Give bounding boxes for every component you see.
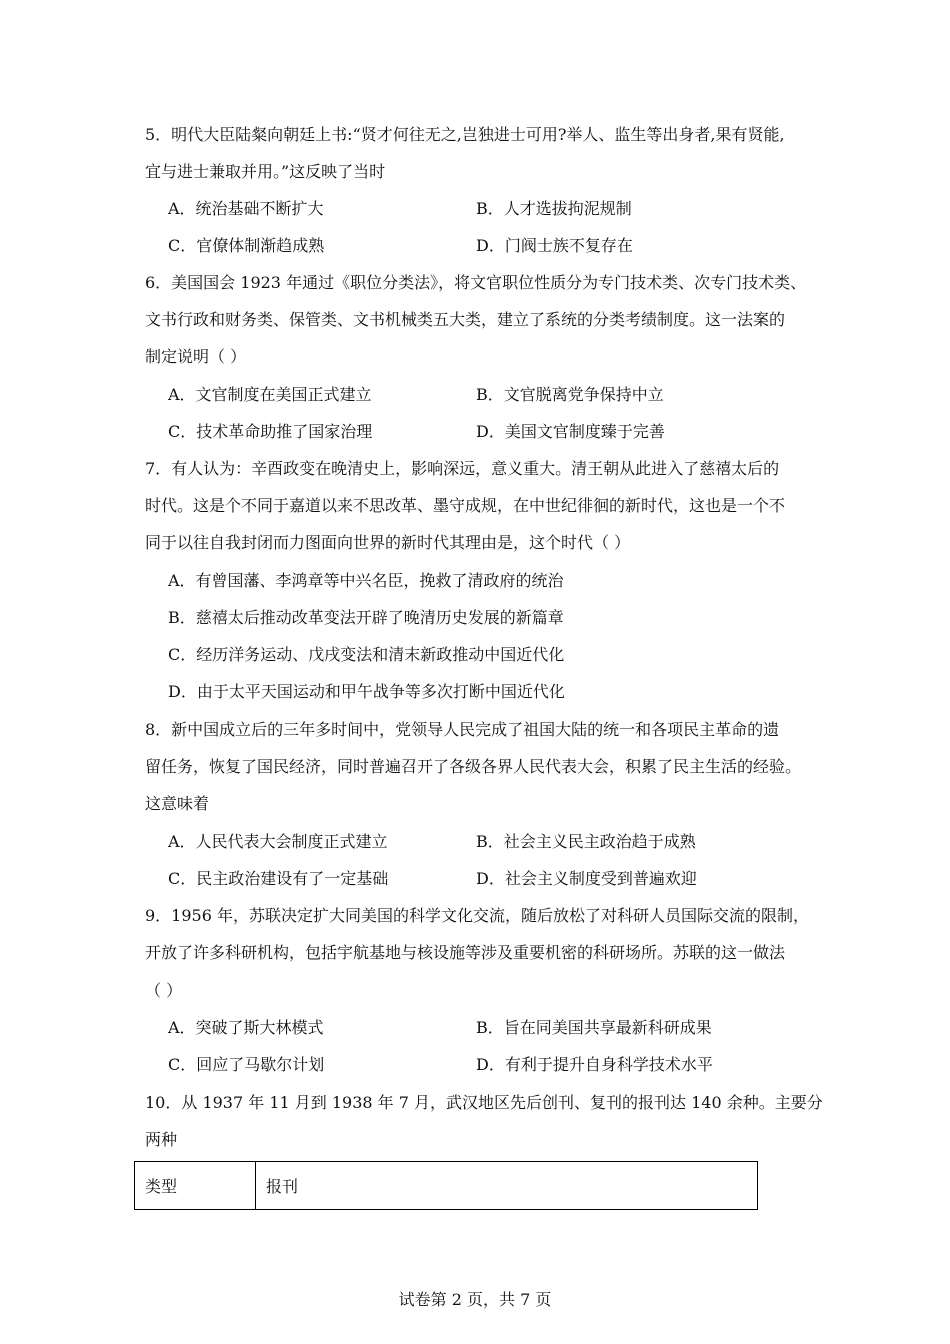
q9-option-a: A．突破了斯大林模式 [168,1018,324,1037]
q10-line-1: 10．从 1937 年 11 月到 1938 年 7 月，武汉地区先后创刊、复刊的报刊达 140 余种。主要分 [145,1093,823,1112]
q5-option-d: D．门阀士族不复存在 [476,236,633,255]
q7-option-a: A．有曾国藩、李鸿章等中兴名臣，挽救了清政府的统治 [168,571,564,590]
table-header-newspaper: 报刊 [256,1162,758,1210]
page-footer: 试卷第 2 页，共 7 页 [398,1290,552,1309]
table-header-type: 类型 [135,1162,256,1210]
q9-line-2: 开放了许多科研机构，包括宇航基地与核设施等涉及重要机密的科研场所。苏联的这一做法 [145,943,786,962]
q9-option-b: B．旨在同美国共享最新科研成果 [476,1018,712,1037]
q9-line-1: 9．1956 年，苏联决定扩大同美国的科学文化交流，随后放松了对科研人员国际交流的限制， [145,906,809,925]
q8-option-a: A．人民代表大会制度正式建立 [168,832,388,851]
q9-option-d: D．有利于提升自身科学技术水平 [476,1055,713,1074]
q6-option-b: B．文官脱离党争保持中立 [476,385,664,404]
q6-option-d: D．美国文官制度臻于完善 [476,422,665,441]
q7-option-b: B．慈禧太后推动改革变法开辟了晚清历史发展的新篇章 [168,608,564,627]
q6-option-c: C．技术革命助推了国家治理 [168,422,373,441]
q5-line-2: 宜与进士兼取并用。”这反映了当时 [145,162,386,181]
q7-option-d: D．由于太平天国运动和甲午战争等多次打断中国近代化 [168,682,565,701]
q6-option-a: A．文官制度在美国正式建立 [168,385,372,404]
table-row [135,1162,758,1210]
q7-line-2: 时代。这是个不同于嘉道以来不思改革、墨守成规，在中世纪徘徊的新时代，这也是一个不 [145,496,786,515]
q9-option-c: C．回应了马歇尔计划 [168,1055,325,1074]
q5-option-b: B．人才选拔拘泥规制 [476,199,632,218]
q6-line-1: 6．美国国会 1923 年通过《职位分类法》，将文官职位性质分为专门技术类、次专门技术类、 [145,273,807,292]
q8-line-1: 8．新中国成立后的三年多时间中，党领导人民完成了祖国大陆的统一和各项民主革命的遗 [145,720,780,739]
q8-line-2: 留任务，恢复了国民经济，同时普遍召开了各级各界人民代表大会，积累了民主生活的经验。 [145,757,802,776]
q8-option-b: B．社会主义民主政治趋于成熟 [476,832,696,851]
q9-line-3: （ ） [145,981,183,1000]
q5-line-1: 5．明代大臣陆粲向朝廷上书:“贤才何往无之,岂独进士可用?举人、监生等出身者,果有贤能, [145,125,785,144]
q5-option-a: A．统治基础不断扩大 [168,199,324,218]
q6-line-3: 制定说明（ ） [145,347,247,366]
newspaper-table [134,1161,758,1210]
q10-line-2: 两种 [145,1130,178,1149]
q6-line-2: 文书行政和财务类、保管类、文书机械类五大类，建立了系统的分类考绩制度。这一法案的 [145,310,786,329]
q8-option-d: D．社会主义制度受到普遍欢迎 [476,869,697,888]
q7-line-1: 7．有人认为：辛酉政变在晚清史上，影响深远，意义重大。清王朝从此进入了慈禧太后的 [145,459,780,478]
q8-line-3: 这意味着 [145,794,210,813]
q8-option-c: C．民主政治建设有了一定基础 [168,869,389,888]
q7-line-3: 同于以往自我封闭而力图面向世界的新时代其理由是，这个时代（ ） [145,533,631,552]
q5-option-c: C．官僚体制渐趋成熟 [168,236,325,255]
q7-option-c: C．经历洋务运动、戊戌变法和清末新政推动中国近代化 [168,645,565,664]
